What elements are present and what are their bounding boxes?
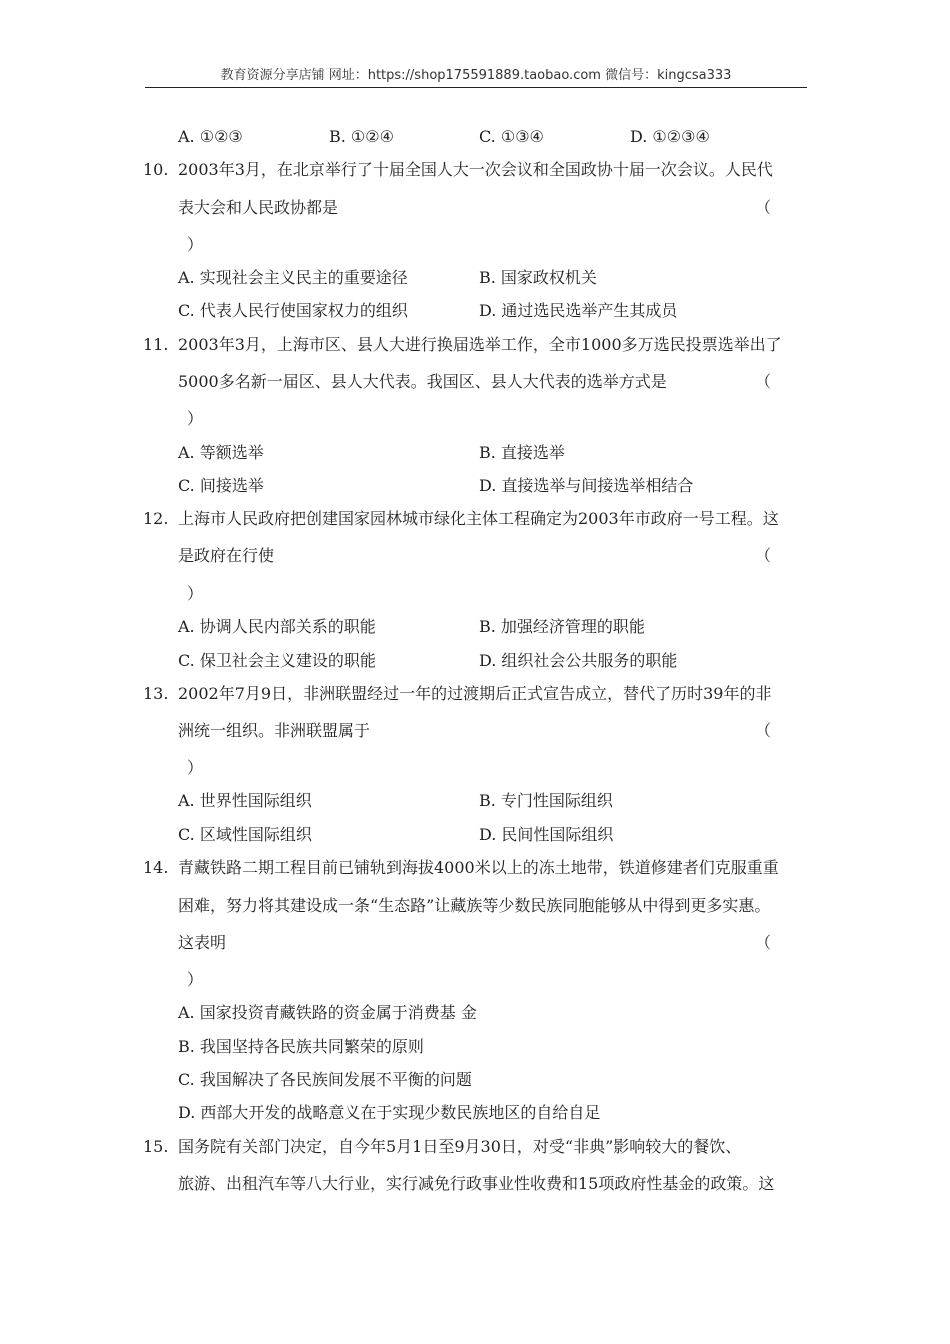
q11-option-a: A. 等额选举 — [178, 443, 264, 462]
q13-text-line: 洲统一组织。非洲联盟属于 — [178, 721, 371, 740]
q13-option-d: D. 民间性国际组织 — [479, 825, 614, 844]
q9-option-c: C. ①③④ — [479, 127, 544, 146]
q13-option-a: A. 世界性国际组织 — [178, 791, 312, 810]
q15-text-line: 旅游、出租汽车等八大行业，实行减免行政事业性收费和15项政府性基金的政策。这 — [178, 1174, 775, 1193]
q10-text-line: 2003年3月，在北京举行了十届全国人大一次会议和全国政协十届一次会议。人民代 — [178, 160, 773, 179]
q14-answer-paren-open: （ — [755, 933, 772, 952]
q15-number: 15. — [143, 1137, 169, 1156]
q10-option-b: B. 国家政权机关 — [479, 268, 597, 287]
q12-option-c: C. 保卫社会主义建设的职能 — [178, 651, 376, 670]
q11-option-b: B. 直接选举 — [479, 443, 565, 462]
q11-number: 11. — [143, 335, 169, 354]
q14-text-line: 青藏铁路二期工程目前已铺轨到海拔4000米以上的冻土地带，铁道修建者们克服重重 — [178, 858, 779, 877]
q10-option-a: A. 实现社会主义民主的重要途径 — [178, 268, 408, 287]
page-header: 教育资源分享店铺 网址：https://shop175591889.taobao.com 微信号：kingcsa333 — [145, 64, 807, 88]
q14-option-a: A. 国家投资青藏铁路的资金属于消费基 金 — [178, 1003, 477, 1022]
q14-answer-paren-close: ） — [187, 970, 204, 989]
q10-option-d: D. 通过选民选举产生其成员 — [479, 301, 678, 320]
q12-text-line: 上海市人民政府把创建国家园林城市绿化主体工程确定为2003年市政府一号工程。这 — [178, 509, 779, 528]
q15-text-line: 国务院有关部门决定，自今年5月1日至9月30日，对受“非典”影响较大的餐饮、 — [178, 1137, 742, 1156]
q13-answer-paren-close: ） — [187, 758, 204, 777]
q9-option-b: B. ①②④ — [329, 127, 394, 146]
q12-option-d: D. 组织社会公共服务的职能 — [479, 651, 678, 670]
q14-option-c: C. 我国解决了各民族间发展不平衡的问题 — [178, 1070, 472, 1089]
q12-answer-paren-close: ） — [187, 584, 204, 603]
q11-answer-paren-close: ） — [187, 409, 204, 428]
q11-text-line: 2003年3月，上海市区、县人大进行换届选举工作，全市1000多万选民投票选举出了 — [178, 335, 782, 354]
q10-number: 10. — [143, 160, 169, 179]
q12-number: 12. — [143, 509, 169, 528]
q13-number: 13. — [143, 684, 169, 703]
q11-option-d: D. 直接选举与间接选举相结合 — [479, 476, 694, 495]
q13-option-c: C. 区域性国际组织 — [178, 825, 312, 844]
q14-text-line: 这表明 — [178, 933, 227, 952]
q13-answer-paren-open: （ — [755, 721, 772, 740]
q10-option-c: C. 代表人民行使国家权力的组织 — [178, 301, 408, 320]
q12-option-b: B. 加强经济管理的职能 — [479, 617, 645, 636]
q11-option-c: C. 间接选举 — [178, 476, 264, 495]
q14-option-d: D. 西部大开发的战略意义在于实现少数民族地区的自给自足 — [178, 1103, 601, 1122]
q14-option-b: B. 我国坚持各民族共同繁荣的原则 — [178, 1037, 424, 1056]
q13-option-b: B. 专门性国际组织 — [479, 791, 613, 810]
q11-text-line: 5000多名新一届区、县人大代表。我国区、县人大代表的选举方式是 — [178, 372, 667, 391]
q9-option-a: A. ①②③ — [178, 127, 243, 146]
q12-option-a: A. 协调人民内部关系的职能 — [178, 617, 376, 636]
q9-option-d: D. ①②③④ — [630, 127, 710, 146]
q14-text-line: 困难，努力将其建设成一条“生态路”让藏族等少数民族同胞能够从中得到更多实惠。 — [178, 896, 771, 915]
q10-answer-paren-close: ） — [187, 235, 204, 254]
q10-answer-paren-open: （ — [755, 198, 772, 217]
q14-number: 14. — [143, 858, 169, 877]
q12-answer-paren-open: （ — [755, 546, 772, 565]
q12-text-line: 是政府在行使 — [178, 546, 275, 565]
q13-text-line: 2002年7月9日，非洲联盟经过一年的过渡期后正式宣告成立，替代了历时39年的非 — [178, 684, 772, 703]
q11-answer-paren-open: （ — [755, 372, 772, 391]
q10-text-line: 表大会和人民政协都是 — [178, 198, 339, 217]
